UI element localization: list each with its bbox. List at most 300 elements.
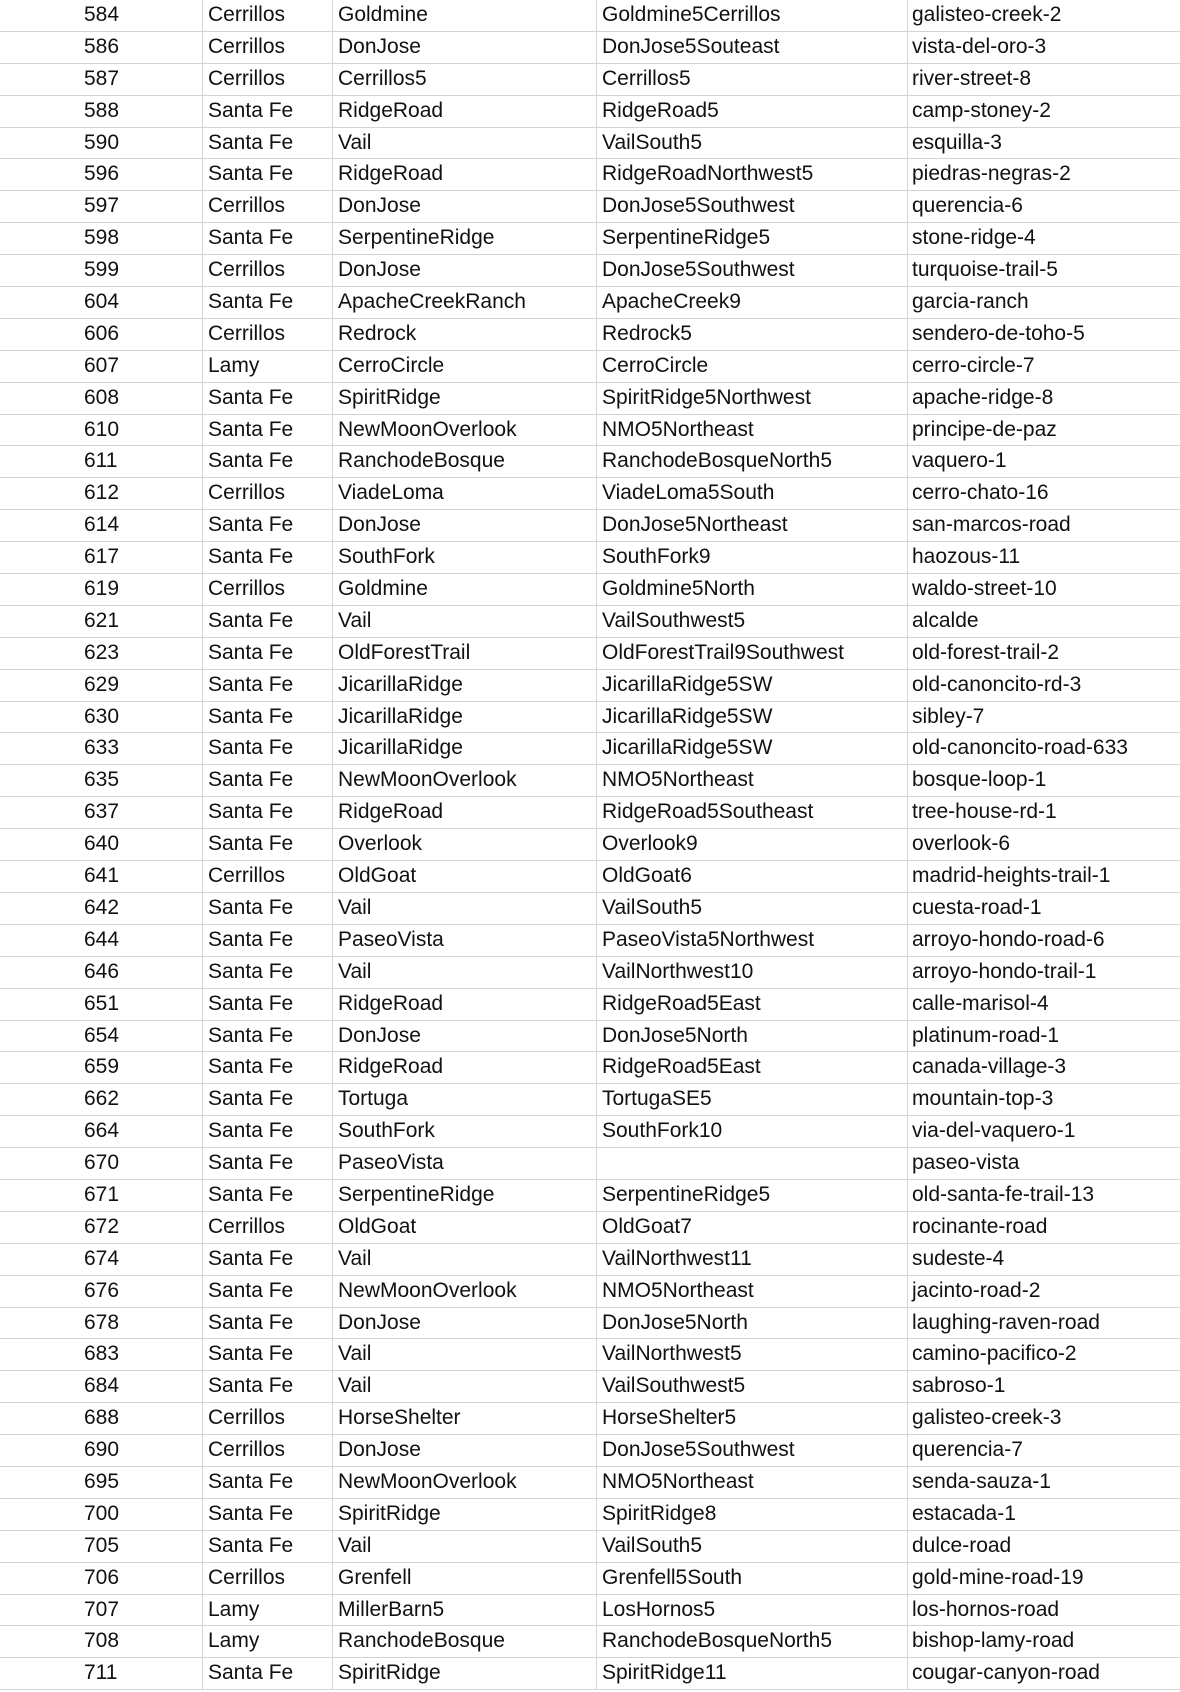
area-cell[interactable]: Santa Fe (203, 128, 333, 160)
road-cell[interactable]: sabroso-1 (912, 1374, 1006, 1398)
table-row (0, 1180, 1180, 1212)
id-cell[interactable]: 707 (0, 1595, 203, 1627)
id-cell[interactable]: 612 (0, 478, 203, 510)
subzone-cell[interactable]: CerroCircle (597, 351, 908, 383)
id-cell[interactable]: 651 (0, 989, 203, 1021)
road-cell[interactable]: old-canoncito-road-633 (912, 736, 1128, 760)
id-cell[interactable]: 700 (0, 1499, 203, 1531)
zone-cell[interactable]: Cerrillos5 (333, 64, 597, 96)
area-cell[interactable]: Santa Fe (203, 1052, 333, 1084)
area-cell[interactable]: Santa Fe (203, 415, 333, 447)
area-cell[interactable]: Cerrillos (203, 255, 333, 287)
table-row (0, 797, 1180, 829)
table-row (0, 1021, 1180, 1053)
area-cell[interactable]: Cerrillos (203, 64, 333, 96)
zone-cell[interactable]: RidgeRoad (333, 159, 597, 191)
road-cell[interactable]: estacada-1 (912, 1501, 1016, 1525)
zone-cell[interactable]: DonJose (333, 510, 597, 542)
area-cell[interactable]: Cerrillos (203, 191, 333, 223)
id-cell[interactable]: 621 (0, 606, 203, 638)
zone-cell[interactable]: Vail (333, 1531, 597, 1563)
road-cell[interactable]: los-hornos-road (912, 1597, 1060, 1621)
area-cell[interactable]: Santa Fe (203, 1084, 333, 1116)
id-cell[interactable]: 619 (0, 574, 203, 606)
zone-cell[interactable]: Overlook (333, 829, 597, 861)
road-cell[interactable]: waldo-street-10 (912, 577, 1057, 601)
table-row (0, 319, 1180, 351)
table-row (0, 670, 1180, 702)
area-cell[interactable]: Santa Fe (203, 223, 333, 255)
table-row (0, 128, 1180, 160)
subzone-cell[interactable]: DonJose5North (597, 1308, 908, 1340)
zone-cell[interactable]: Vail (333, 606, 597, 638)
road-cell[interactable]: cerro-chato-16 (912, 481, 1049, 505)
road-cell[interactable]: haozous-11 (912, 545, 1021, 569)
subzone-cell[interactable]: VailNorthwest11 (597, 1244, 908, 1276)
area-cell[interactable]: Cerrillos (203, 319, 333, 351)
zone-cell[interactable]: CerroCircle (333, 351, 597, 383)
id-cell[interactable]: 611 (0, 446, 203, 478)
zone-cell[interactable]: DonJose (333, 255, 597, 287)
zone-cell[interactable]: HorseShelter (333, 1403, 597, 1435)
zone-cell[interactable]: SouthFork (333, 542, 597, 574)
area-cell[interactable]: Cerrillos (203, 478, 333, 510)
area-cell[interactable]: Cerrillos (203, 1435, 333, 1467)
subzone-cell[interactable]: JicarillaRidge5SW (597, 670, 908, 702)
subzone-cell[interactable]: PaseoVista5Northwest (597, 925, 908, 957)
area-cell[interactable]: Santa Fe (203, 670, 333, 702)
road-cell[interactable]: sibley-7 (912, 704, 985, 728)
subzone-cell[interactable]: NMO5Northeast (597, 1276, 908, 1308)
zone-cell[interactable]: NewMoonOverlook (333, 765, 597, 797)
zone-cell[interactable]: ApacheCreekRanch (333, 287, 597, 319)
zone-cell[interactable]: RanchodeBosque (333, 1626, 597, 1658)
subzone-cell[interactable]: OldForestTrail9Southwest (597, 638, 908, 670)
road-cell[interactable]: old-canoncito-rd-3 (912, 672, 1082, 696)
subzone-cell[interactable]: SpiritRidge8 (597, 1499, 908, 1531)
zone-cell[interactable]: MillerBarn5 (333, 1595, 597, 1627)
subzone-cell[interactable]: VailSouthwest5 (597, 606, 908, 638)
id-cell[interactable]: 644 (0, 925, 203, 957)
zone-cell[interactable]: Vail (333, 893, 597, 925)
id-cell[interactable]: 597 (0, 191, 203, 223)
road-cell[interactable]: canada-village-3 (912, 1055, 1067, 1079)
road-cell[interactable]: vista-del-oro-3 (912, 34, 1047, 58)
subzone-cell[interactable]: JicarillaRidge5SW (597, 702, 908, 734)
road-cell[interactable]: madrid-heights-trail-1 (912, 864, 1111, 888)
zone-cell[interactable]: RidgeRoad (333, 797, 597, 829)
road-cell[interactable]: via-del-vaquero-1 (912, 1119, 1076, 1143)
table-row (0, 223, 1180, 255)
table-row (0, 64, 1180, 96)
subzone-cell[interactable]: SouthFork10 (597, 1116, 908, 1148)
road-cell[interactable]: cerro-circle-7 (912, 353, 1035, 377)
id-cell[interactable]: 706 (0, 1563, 203, 1595)
road-cell[interactable]: tree-house-rd-1 (912, 800, 1057, 824)
road-cell[interactable]: querencia-6 (912, 194, 1023, 218)
area-cell[interactable]: Santa Fe (203, 159, 333, 191)
table-row (0, 1403, 1180, 1435)
road-cell[interactable]: cougar-canyon-road (912, 1661, 1100, 1685)
zone-cell[interactable]: Vail (333, 957, 597, 989)
id-cell[interactable]: 588 (0, 96, 203, 128)
id-cell[interactable]: 662 (0, 1084, 203, 1116)
id-cell[interactable]: 705 (0, 1531, 203, 1563)
road-cell[interactable]: old-santa-fe-trail-13 (912, 1182, 1095, 1206)
id-cell[interactable]: 608 (0, 383, 203, 415)
subzone-cell[interactable]: VailNorthwest5 (597, 1339, 908, 1371)
table-row (0, 287, 1180, 319)
subzone-cell[interactable]: RidgeRoadNorthwest5 (597, 159, 908, 191)
road-cell[interactable]: camp-stoney-2 (912, 98, 1051, 122)
id-cell[interactable]: 607 (0, 351, 203, 383)
id-cell[interactable]: 711 (0, 1658, 203, 1690)
table-row (0, 96, 1180, 128)
id-cell[interactable]: 587 (0, 64, 203, 96)
subzone-cell[interactable]: TortugaSE5 (597, 1084, 908, 1116)
area-cell[interactable]: Santa Fe (203, 638, 333, 670)
area-cell[interactable]: Santa Fe (203, 1658, 333, 1690)
subzone-cell[interactable]: SerpentineRidge5 (597, 223, 908, 255)
road-cell[interactable]: old-forest-trail-2 (912, 640, 1060, 664)
subzone-cell[interactable]: VailSouthwest5 (597, 1371, 908, 1403)
zone-cell[interactable]: OldGoat (333, 861, 597, 893)
zone-cell[interactable]: Grenfell (333, 1563, 597, 1595)
zone-cell[interactable]: Vail (333, 1371, 597, 1403)
subzone-cell[interactable]: ViadeLoma5South (597, 478, 908, 510)
area-cell[interactable]: Cerrillos (203, 1212, 333, 1244)
zone-cell[interactable]: DonJose (333, 191, 597, 223)
id-cell[interactable]: 683 (0, 1339, 203, 1371)
road-cell[interactable]: principe-de-paz (912, 417, 1057, 441)
subzone-cell[interactable]: JicarillaRidge5SW (597, 733, 908, 765)
area-cell[interactable]: Santa Fe (203, 1021, 333, 1053)
road-cell[interactable]: paseo-vista (912, 1151, 1020, 1175)
id-cell[interactable]: 599 (0, 255, 203, 287)
subzone-cell[interactable]: OldGoat7 (597, 1212, 908, 1244)
table-row (0, 861, 1180, 893)
table-row (0, 415, 1180, 447)
road-cell[interactable]: esquilla-3 (912, 130, 1002, 154)
id-cell[interactable]: 604 (0, 287, 203, 319)
zone-cell[interactable]: NewMoonOverlook (333, 1467, 597, 1499)
id-cell[interactable]: 676 (0, 1276, 203, 1308)
area-cell[interactable]: Santa Fe (203, 893, 333, 925)
area-cell[interactable]: Cerrillos (203, 1403, 333, 1435)
subzone-cell[interactable]: SouthFork9 (597, 542, 908, 574)
area-cell[interactable]: Santa Fe (203, 287, 333, 319)
id-cell[interactable]: 659 (0, 1052, 203, 1084)
id-cell[interactable]: 633 (0, 733, 203, 765)
table-row (0, 1116, 1180, 1148)
subzone-cell[interactable]: DonJose5Northeast (597, 510, 908, 542)
zone-cell[interactable]: NewMoonOverlook (333, 415, 597, 447)
id-cell[interactable]: 678 (0, 1308, 203, 1340)
area-cell[interactable]: Santa Fe (203, 1339, 333, 1371)
zone-cell[interactable]: NewMoonOverlook (333, 1276, 597, 1308)
road-cell[interactable]: calle-marisol-4 (912, 991, 1049, 1015)
zone-cell[interactable]: SerpentineRidge (333, 223, 597, 255)
table-row (0, 1563, 1180, 1595)
subzone-cell[interactable]: LosHornos5 (597, 1595, 908, 1627)
road-cell[interactable]: dulce-road (912, 1533, 1012, 1557)
zone-cell[interactable]: SpiritRidge (333, 1499, 597, 1531)
area-cell[interactable]: Santa Fe (203, 1371, 333, 1403)
area-cell[interactable]: Santa Fe (203, 797, 333, 829)
road-cell[interactable]: bishop-lamy-road (912, 1629, 1075, 1653)
zone-cell[interactable]: PaseoVista (333, 1148, 597, 1180)
table-row (0, 542, 1180, 574)
id-cell[interactable]: 637 (0, 797, 203, 829)
road-cell[interactable]: overlook-6 (912, 832, 1011, 856)
area-cell[interactable]: Santa Fe (203, 1148, 333, 1180)
area-cell[interactable]: Santa Fe (203, 1116, 333, 1148)
table-row (0, 733, 1180, 765)
table-row (0, 1212, 1180, 1244)
zone-cell[interactable]: Tortuga (333, 1084, 597, 1116)
road-cell[interactable]: camino-pacifico-2 (912, 1342, 1077, 1366)
zone-cell[interactable]: SpiritRidge (333, 1658, 597, 1690)
road-cell[interactable]: gold-mine-road-19 (912, 1565, 1084, 1589)
subzone-cell[interactable]: Grenfell5South (597, 1563, 908, 1595)
road-cell[interactable]: rocinante-road (912, 1214, 1048, 1238)
subzone-cell[interactable]: SpiritRidge5Northwest (597, 383, 908, 415)
id-cell[interactable]: 684 (0, 1371, 203, 1403)
id-cell[interactable]: 654 (0, 1021, 203, 1053)
id-cell[interactable]: 584 (0, 0, 203, 32)
subzone-cell[interactable]: NMO5Northeast (597, 765, 908, 797)
subzone-cell[interactable]: VailNorthwest10 (597, 957, 908, 989)
id-cell[interactable]: 695 (0, 1467, 203, 1499)
zone-cell[interactable]: JicarillaRidge (333, 702, 597, 734)
zone-cell[interactable]: DonJose (333, 1435, 597, 1467)
area-cell[interactable]: Santa Fe (203, 702, 333, 734)
table-row (0, 159, 1180, 191)
area-cell[interactable]: Santa Fe (203, 542, 333, 574)
subzone-cell[interactable]: Redrock5 (597, 319, 908, 351)
area-cell[interactable]: Santa Fe (203, 1467, 333, 1499)
table-row (0, 478, 1180, 510)
road-cell[interactable]: galisteo-creek-3 (912, 1406, 1062, 1430)
table-row (0, 1499, 1180, 1531)
zone-cell[interactable]: PaseoVista (333, 925, 597, 957)
zone-cell[interactable]: DonJose (333, 1021, 597, 1053)
area-cell[interactable]: Cerrillos (203, 32, 333, 64)
table-row (0, 191, 1180, 223)
zone-cell[interactable]: DonJose (333, 32, 597, 64)
id-cell[interactable]: 617 (0, 542, 203, 574)
road-cell[interactable]: galisteo-creek-2 (912, 3, 1062, 26)
table-row (0, 1244, 1180, 1276)
zone-cell[interactable]: SpiritRidge (333, 383, 597, 415)
table-row (0, 1435, 1180, 1467)
id-cell[interactable]: 690 (0, 1435, 203, 1467)
zone-cell[interactable]: RanchodeBosque (333, 446, 597, 478)
area-cell[interactable]: Santa Fe (203, 765, 333, 797)
id-cell[interactable]: 672 (0, 1212, 203, 1244)
subzone-cell[interactable]: SpiritRidge11 (597, 1658, 908, 1690)
id-cell[interactable]: 586 (0, 32, 203, 64)
zone-cell[interactable]: Goldmine (333, 0, 597, 32)
zone-cell[interactable]: RidgeRoad (333, 989, 597, 1021)
area-cell[interactable]: Santa Fe (203, 925, 333, 957)
area-cell[interactable]: Santa Fe (203, 96, 333, 128)
zone-cell[interactable]: Vail (333, 1244, 597, 1276)
id-cell[interactable]: 708 (0, 1626, 203, 1658)
road-cell[interactable]: arroyo-hondo-trail-1 (912, 959, 1097, 983)
table-row (0, 351, 1180, 383)
area-cell[interactable]: Santa Fe (203, 446, 333, 478)
table-row (0, 383, 1180, 415)
road-cell[interactable]: stone-ridge-4 (912, 226, 1036, 250)
subzone-cell[interactable]: DonJose5Southwest (597, 255, 908, 287)
road-cell[interactable]: vaquero-1 (912, 449, 1007, 473)
road-cell[interactable]: querencia-7 (912, 1438, 1023, 1462)
subzone-cell[interactable]: NMO5Northeast (597, 415, 908, 447)
subzone-cell[interactable]: DonJose5Southwest (597, 1435, 908, 1467)
road-cell[interactable]: alcalde (912, 608, 979, 632)
area-cell[interactable]: Santa Fe (203, 829, 333, 861)
zone-cell[interactable]: JicarillaRidge (333, 670, 597, 702)
id-cell[interactable]: 630 (0, 702, 203, 734)
table-row (0, 1658, 1180, 1690)
id-cell[interactable]: 670 (0, 1148, 203, 1180)
area-cell[interactable]: Santa Fe (203, 1308, 333, 1340)
road-cell[interactable]: mountain-top-3 (912, 1087, 1054, 1111)
id-cell[interactable]: 642 (0, 893, 203, 925)
area-cell[interactable]: Cerrillos (203, 0, 333, 32)
road-cell[interactable]: turquoise-trail-5 (912, 258, 1058, 282)
id-cell[interactable]: 610 (0, 415, 203, 447)
subzone-cell[interactable]: NMO5Northeast (597, 1467, 908, 1499)
subzone-cell[interactable]: Goldmine5North (597, 574, 908, 606)
area-cell[interactable]: Lamy (203, 1595, 333, 1627)
zone-cell[interactable]: Vail (333, 1339, 597, 1371)
id-cell[interactable]: 590 (0, 128, 203, 160)
id-cell[interactable]: 598 (0, 223, 203, 255)
subzone-cell[interactable]: VailSouth5 (597, 1531, 908, 1563)
subzone-cell[interactable]: VailSouth5 (597, 893, 908, 925)
id-cell[interactable]: 641 (0, 861, 203, 893)
road-cell[interactable]: cuesta-road-1 (912, 895, 1042, 919)
area-cell[interactable]: Santa Fe (203, 606, 333, 638)
zone-cell[interactable]: OldForestTrail (333, 638, 597, 670)
road-cell[interactable]: platinum-road-1 (912, 1023, 1060, 1047)
subzone-cell[interactable]: RidgeRoad5 (597, 96, 908, 128)
zone-cell[interactable]: Vail (333, 128, 597, 160)
subzone-cell[interactable]: ApacheCreek9 (597, 287, 908, 319)
subzone-cell[interactable]: DonJose5North (597, 1021, 908, 1053)
subzone-cell[interactable]: RidgeRoad5Southeast (597, 797, 908, 829)
subzone-cell[interactable]: Cerrillos5 (597, 64, 908, 96)
zone-cell[interactable]: OldGoat (333, 1212, 597, 1244)
area-cell[interactable]: Santa Fe (203, 510, 333, 542)
subzone-cell[interactable]: SerpentineRidge5 (597, 1180, 908, 1212)
road-cell[interactable]: arroyo-hondo-road-6 (912, 927, 1105, 951)
zone-cell[interactable]: SouthFork (333, 1116, 597, 1148)
road-cell[interactable]: garcia-ranch (912, 290, 1029, 314)
road-cell[interactable]: bosque-loop-1 (912, 768, 1047, 792)
id-cell[interactable]: 640 (0, 829, 203, 861)
table-row (0, 893, 1180, 925)
zone-cell[interactable]: ViadeLoma (333, 478, 597, 510)
zone-cell[interactable]: JicarillaRidge (333, 733, 597, 765)
subzone-cell[interactable] (597, 1148, 908, 1180)
subzone-cell[interactable]: DonJose5Southwest (597, 191, 908, 223)
zone-cell[interactable]: RidgeRoad (333, 96, 597, 128)
table-row (0, 1276, 1180, 1308)
subzone-cell[interactable]: RanchodeBosqueNorth5 (597, 446, 908, 478)
area-cell[interactable]: Santa Fe (203, 989, 333, 1021)
id-cell[interactable]: 635 (0, 765, 203, 797)
zone-cell[interactable]: Goldmine (333, 574, 597, 606)
zone-cell[interactable]: Redrock (333, 319, 597, 351)
area-cell[interactable]: Lamy (203, 351, 333, 383)
road-cell[interactable]: sudeste-4 (912, 1246, 1005, 1270)
subzone-cell[interactable]: Goldmine5Cerrillos (597, 0, 908, 32)
subzone-cell[interactable]: RidgeRoad5East (597, 1052, 908, 1084)
subzone-cell[interactable]: RidgeRoad5East (597, 989, 908, 1021)
area-cell[interactable]: Santa Fe (203, 1244, 333, 1276)
id-cell[interactable]: 646 (0, 957, 203, 989)
subzone-cell[interactable]: OldGoat6 (597, 861, 908, 893)
table-row (0, 638, 1180, 670)
road-cell[interactable]: laughing-raven-road (912, 1310, 1100, 1334)
road-cell[interactable]: san-marcos-road (912, 513, 1071, 537)
id-cell[interactable]: 688 (0, 1403, 203, 1435)
zone-cell[interactable]: DonJose (333, 1308, 597, 1340)
id-cell[interactable]: 629 (0, 670, 203, 702)
road-cell[interactable]: river-street-8 (912, 66, 1032, 90)
table-row (0, 1467, 1180, 1499)
id-cell[interactable]: 606 (0, 319, 203, 351)
id-cell[interactable]: 596 (0, 159, 203, 191)
road-cell[interactable]: senda-sauza-1 (912, 1469, 1051, 1493)
area-cell[interactable]: Santa Fe (203, 383, 333, 415)
area-cell[interactable]: Santa Fe (203, 1180, 333, 1212)
area-cell[interactable]: Santa Fe (203, 733, 333, 765)
road-cell[interactable]: sendero-de-toho-5 (912, 321, 1085, 345)
subzone-cell[interactable]: Overlook9 (597, 829, 908, 861)
subzone-cell[interactable]: RanchodeBosqueNorth5 (597, 1626, 908, 1658)
road-cell[interactable]: piedras-negras-2 (912, 162, 1071, 186)
area-cell[interactable]: Santa Fe (203, 957, 333, 989)
table-row (0, 32, 1180, 64)
id-cell[interactable]: 623 (0, 638, 203, 670)
area-cell[interactable]: Cerrillos (203, 1563, 333, 1595)
table-row (0, 1308, 1180, 1340)
subzone-cell[interactable]: DonJose5Souteast (597, 32, 908, 64)
id-cell[interactable]: 614 (0, 510, 203, 542)
zone-cell[interactable]: SerpentineRidge (333, 1180, 597, 1212)
subzone-cell[interactable]: VailSouth5 (597, 128, 908, 160)
zone-cell[interactable]: RidgeRoad (333, 1052, 597, 1084)
area-cell[interactable]: Cerrillos (203, 574, 333, 606)
area-cell[interactable]: Santa Fe (203, 1531, 333, 1563)
area-cell[interactable]: Lamy (203, 1626, 333, 1658)
area-cell[interactable]: Santa Fe (203, 1276, 333, 1308)
subzone-cell[interactable]: HorseShelter5 (597, 1403, 908, 1435)
id-cell[interactable]: 671 (0, 1180, 203, 1212)
area-cell[interactable]: Santa Fe (203, 1499, 333, 1531)
road-cell[interactable]: jacinto-road-2 (912, 1278, 1041, 1302)
table-row (0, 1339, 1180, 1371)
id-cell[interactable]: 674 (0, 1244, 203, 1276)
id-cell[interactable]: 664 (0, 1116, 203, 1148)
area-cell[interactable]: Cerrillos (203, 861, 333, 893)
table-row (0, 1084, 1180, 1116)
road-cell[interactable]: apache-ridge-8 (912, 385, 1054, 409)
